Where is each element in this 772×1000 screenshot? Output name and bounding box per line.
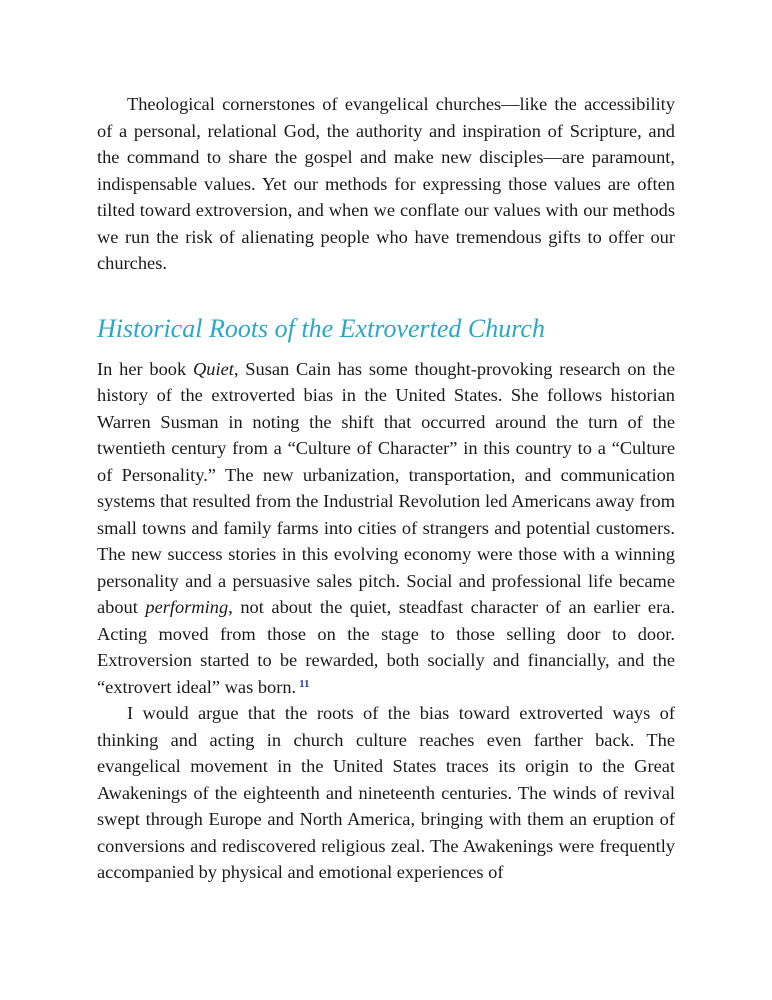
paragraph-quiet-susan-cain bbox=[97, 356, 675, 701]
footnote-link[interactable]: 11 bbox=[299, 677, 310, 690]
paragraph-text: , Susan Cain has some thought-provoking research on the history of the extroverted bias in the United States. She follows historian Warren Susman in noting the shift that occurred around the turn of the twentieth century from a “Culture of Character” in this country to a “Culture of Personality.” The new urbanization, transportation, and communication systems that resulted from the Industrial Revolution led Americans away from small towns and family farms into cities of strangers and potential customers. The new success stories in this evolving economy were those with a winning personality and a persuasive sales pitch. Social and professional life became about bbox=[97, 358, 675, 617]
paragraph-roots-of-bias: I would argue that the roots of the bias toward extroverted ways of thinking and acting in church culture reaches even farther back. The evangelical movement in the United States traces its origin to the Great Awakenings of the eighteenth and nineteenth centuries. The winds of revival swept through Europe and North America, bringing with them an eruption of conversions and rediscovered religious zeal. The Awakenings were frequently accompanied by physical and emotional experiences of bbox=[97, 703, 675, 882]
paragraph-text: , not about the quiet, steadfast character of an earlier era. Acting moved from those on the stage to those selling door to door. Extroversion started to be rewarded, both socially and financially, and the “extrovert ideal” was born. bbox=[97, 597, 675, 697]
paragraph-theological-cornerstones: Theological cornerstones of evangelical churches—like the accessibility of a personal, relational God, the authority and inspiration of Scripture, and the command to share the gospel and make new disciples—are paramount, indispensable values. Yet our methods for expressing those values are often tilted toward extroversion, and when we conflate our values with our methods we run the risk of alienating people who have tremendous gifts to offer our churches. bbox=[97, 94, 675, 273]
emphasis-performing: performing bbox=[145, 597, 229, 617]
section-heading: Historical Roots of the Extroverted Church bbox=[97, 313, 545, 343]
book-title-quiet: Quiet bbox=[193, 358, 234, 379]
book-page bbox=[97, 91, 675, 886]
paragraph-text: In her book bbox=[97, 358, 194, 379]
